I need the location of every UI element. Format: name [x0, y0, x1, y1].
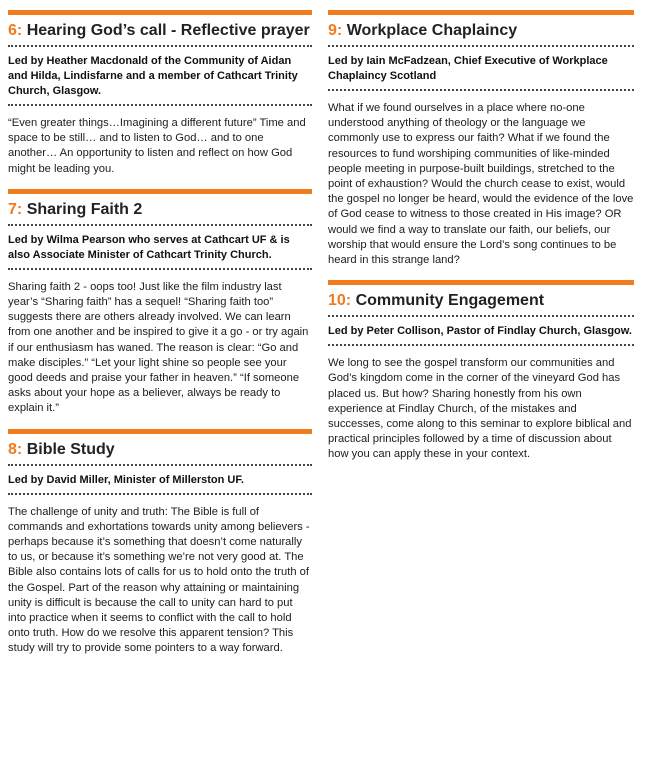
- section-number: 9:: [328, 22, 343, 39]
- dotted-divider: [8, 104, 312, 106]
- section-6: [8, 10, 312, 177]
- section-9: [328, 10, 634, 268]
- dotted-divider: [328, 89, 634, 91]
- section-title-text: Hearing God’s call - Reflective prayer: [26, 22, 310, 39]
- right-column: [328, 10, 634, 463]
- section-body: Sharing faith 2 - oops too! Just like the film industry last year’s “Sharing faith” has a sequel! “Sharing faith too” suggests there are others already involved. We can learn from one another and be inspired to give it a go - or try again if our enthusiasm has waned. The reason is clear: “Go and make disciples.” “Let your light shine so people see your good deeds and praise your father in heaven.” “If someone asks about your hope as a believer, always be ready to explain it.”: [8, 280, 309, 415]
- section-body: We long to see the gospel transform our communities and God’s kingdom come in the corner of the vineyard God has placed us. But how? Sharing honestly from his own experience at Findlay Church, of the mistakes and successes, come along to this seminar to explore biblical and practical principles followed by a time of discussion about how you can apply these in your context.: [328, 357, 632, 461]
- section-lead: Led by Peter Collison, Pastor of Findlay Church, Glasgow.: [328, 325, 632, 338]
- section-title: [328, 22, 634, 40]
- dotted-divider: [328, 315, 634, 317]
- section-body: “Even greater things…Imagining a different future” Time and space to be still… and to listen to God… and to one another… An opportunity to listen and reflect on how God might be leading you.: [8, 117, 306, 175]
- section-title-text: Community Engagement: [355, 292, 545, 310]
- section-title: [8, 22, 312, 40]
- left-column: [8, 10, 312, 657]
- section-title: [328, 292, 634, 310]
- section-10: [328, 280, 634, 462]
- dotted-divider: [8, 45, 312, 47]
- section-lead: Led by Heather Macdonald of the Community of Aidan and Hilda, Lindisfarne and a member of Cathcart Trinity Church, Glasgow.: [8, 55, 298, 97]
- dotted-divider: [8, 493, 312, 495]
- section-lead: Led by Wilma Pearson who serves at Cathcart UF & is also Associate Minister of Cathcart Trinity Church.: [8, 233, 290, 261]
- section-lead: Led by Iain McFadzean, Chief Executive of Workplace Chaplaincy Scotland: [328, 55, 608, 82]
- section-7: [8, 189, 312, 417]
- dotted-divider: [8, 224, 312, 226]
- dotted-divider: [328, 45, 634, 47]
- dotted-divider: [8, 268, 312, 270]
- dotted-divider: [8, 464, 312, 466]
- section-number: 6:: [8, 22, 23, 39]
- section-title-text: Bible Study: [26, 440, 115, 458]
- section-number: 10:: [328, 292, 352, 310]
- section-body: What if we found ourselves in a place where no-one understood anything of theology or the language we commonly use to express our faith? What if we found the resources to fund worshiping communities of like-minded people meeting in purpose-built buildings, stretched to the point of exhaustion? Would the church cease to exist, would the gospel no longer be heard, would the evidence of the love of God cease to witness to those created in His image? OR would we find a way to translate our faith, our beliefs, our worship that would ensure the Lord’s song continues to be heard in this strange land?: [328, 102, 634, 267]
- section-title-text: Sharing Faith 2: [26, 200, 143, 218]
- section-lead: Led by David Miller, Minister of Millerston UF.: [8, 473, 244, 486]
- section-title-text: Workplace Chaplaincy: [346, 22, 518, 39]
- dotted-divider: [328, 344, 634, 346]
- section-title: [8, 201, 312, 219]
- section-number: 8:: [8, 440, 23, 458]
- section-title: [8, 441, 312, 459]
- section-8: [8, 429, 312, 657]
- section-number: 7:: [8, 200, 23, 218]
- section-body: The challenge of unity and truth: The Bible is full of commands and exhortations towards unity among believers - perhaps because it’s something that doesn’t come naturally to us, or because it’s something we’re not very good at. The Bible also contains lots of calls for us to hold onto the truth of the Gospel. Part of the reason why attaining or maintaining unity is difficult is because the call to unity can hard to put into practice when it seems to conflict with the call to hold onto truth. How do we resolve this apparent tension? This study will try to provide some pointers to a way forward.: [8, 505, 310, 655]
